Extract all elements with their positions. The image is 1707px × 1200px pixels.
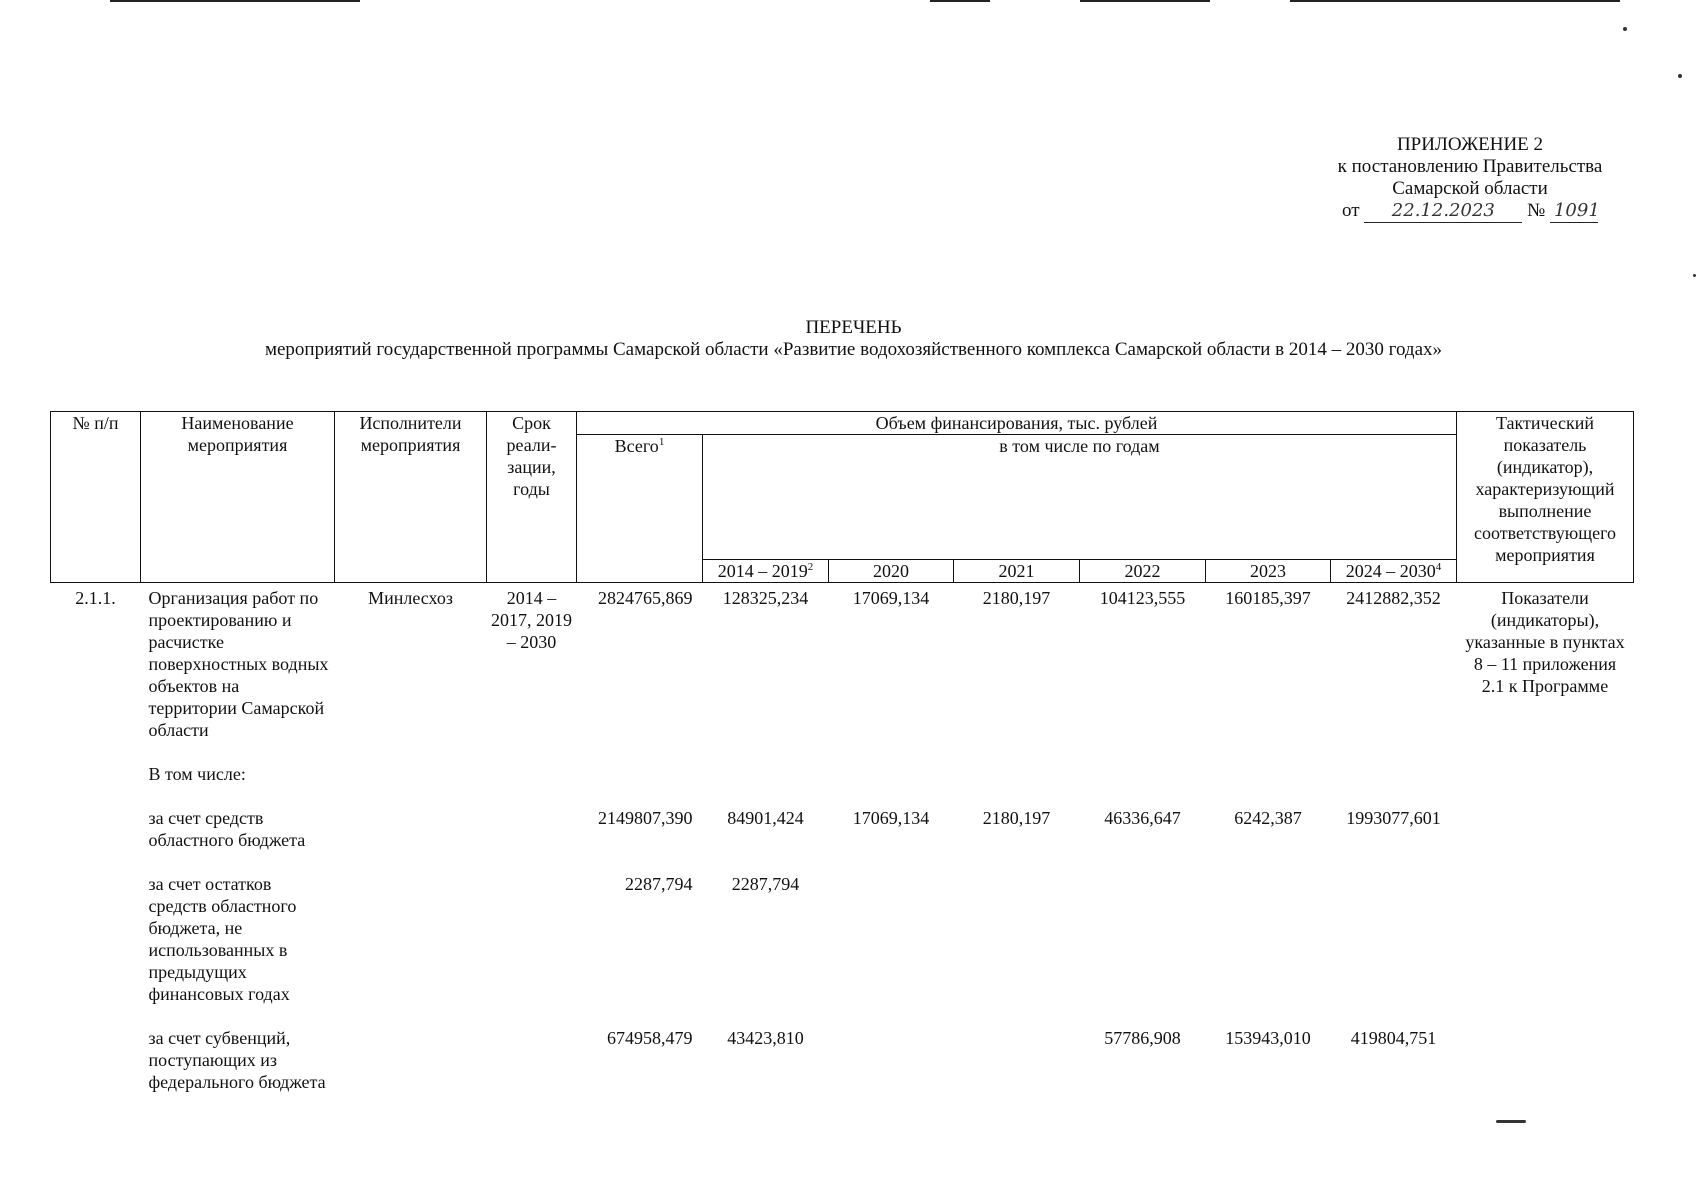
document-title-block [0,317,1707,361]
appendix-line1: к постановлению Правительства [1337,156,1603,177]
table-header [51,412,1634,583]
row-num: 2.1.1. [75,588,116,608]
header-year-2024-2030 [1331,560,1457,583]
row-y2: 17069,134 [852,588,930,608]
header-year-2024-2030-footnote: 4 [1435,561,1442,573]
row-name: Организация работ по проектированию и расчистке поверхностных водных объектов на территории Самарской области [148,588,329,740]
scan-edge-line [1080,0,1210,2]
sub-row-name: за счет средств областного бюджета [148,808,306,850]
row-executor: Минлесхоз [368,588,453,608]
sub-row-y1: 84901,424 [727,808,804,828]
sub-row-y2 [829,1027,954,1093]
scan-speck [1623,27,1627,31]
header-year-2022: 2022 [1080,560,1206,583]
row-period: 2014 – 2017, 2019 – 2030 [491,588,572,652]
header-year-2014-2019-footnote: 2 [807,561,814,573]
sub-row-name: за счет остатков средств областного бюджета, не использованных в предыдущих финансовых годах [148,874,297,1004]
header-total [577,435,703,583]
sub-row-y2: 17069,134 [852,808,930,828]
sub-row-y4 [1080,873,1206,1005]
appendix-line2: Самарской области [1392,178,1548,199]
header-year-2023: 2023 [1206,560,1331,583]
document-title: ПЕРЕЧЕНЬ [805,317,902,338]
sub-row-y5 [1206,873,1331,1005]
header-num: № п/п [51,412,141,583]
appendix-title: ПРИЛОЖЕНИЕ 2 [1396,134,1544,155]
row-indicator: Показатели (индикаторы), указанные в пунктах 8 – 11 приложения 2.1 к Программе [1465,588,1625,696]
row-y4: 104123,555 [1099,588,1186,608]
header-period: Срок реали-зации, годы [487,412,577,583]
header-funding: Объем финансирования, тыс. рублей [577,412,1457,435]
sub-row-y6: 419804,751 [1350,1028,1437,1048]
sub-row-y3: 2180,197 [982,808,1051,828]
header-name: Наименование мероприятия [141,412,335,583]
sub-row-y2 [829,873,954,1005]
header-year-2021: 2021 [954,560,1080,583]
sub-row-y4: 57786,908 [1104,1028,1181,1048]
header-year-2014-2019 [703,560,829,583]
number-prefix: № [1527,200,1546,221]
appendix-block [1300,134,1640,223]
scan-speck [1496,1120,1526,1123]
header-year-2014-2019-label: 2014 – 2019 [717,561,808,581]
row-y3: 2180,197 [982,588,1051,608]
row-y5: 160185,397 [1225,588,1311,608]
sub-row-y5: 6242,387 [1234,808,1302,828]
header-total-label: Всего [614,436,659,456]
sub-row-name: за счет субвенций, поступающих из федерального бюджета [148,1028,326,1092]
measures-table [50,411,1634,1093]
sub-row-y4: 46336,647 [1104,808,1181,828]
sub-row-y5: 153943,010 [1225,1028,1311,1048]
sub-row-y1: 43423,810 [727,1028,804,1048]
header-indicator: Тактический показатель (индикатор), характеризующий выполнение соответствующего мероприятия [1457,412,1634,583]
table-row [51,763,1634,785]
table-row [51,807,1634,851]
scan-edge-line [930,0,990,2]
sub-row-y1: 2287,794 [731,874,800,894]
sub-row-y3 [954,873,1080,1005]
number-value: 1091 [1550,200,1598,223]
sub-row-y6: 1993077,601 [1346,808,1441,828]
row-total: 2824765,869 [598,588,693,608]
sub-row-total: 2287,794 [625,874,693,894]
table-body [51,583,1634,1094]
table-row [51,873,1634,1005]
header-by-years: в том числе по годам [703,435,1457,560]
row-y6: 2412882,352 [1346,588,1441,608]
scan-edge-line [110,0,360,2]
header-year-2020: 2020 [829,560,954,583]
scan-edge-line [1290,0,1620,2]
sub-row-y6 [1331,873,1457,1005]
sub-row-y3 [954,1027,1080,1093]
date-value: 22.12.2023 [1364,200,1522,223]
scan-speck [1693,274,1696,277]
sub-row-total: 2149807,390 [598,808,693,828]
table-row [51,1027,1634,1093]
document-subtitle: мероприятий государственной программы Самарской области «Развитие водохозяйственного комплекса Самарской области в 2014 – 2030 годах» [264,339,1443,360]
date-prefix: от [1342,200,1360,221]
sub-row-total: 674958,479 [607,1028,693,1048]
scan-speck [1678,74,1682,78]
appendix-date-line [1300,200,1640,223]
header-executors: Исполнители мероприятия [335,412,487,583]
header-year-2024-2030-label: 2024 – 2030 [1345,561,1436,581]
header-total-footnote: 1 [658,436,665,448]
row-y1: 128325,234 [722,588,809,608]
including-label: В том числе: [148,764,246,784]
table-row [51,583,1634,742]
